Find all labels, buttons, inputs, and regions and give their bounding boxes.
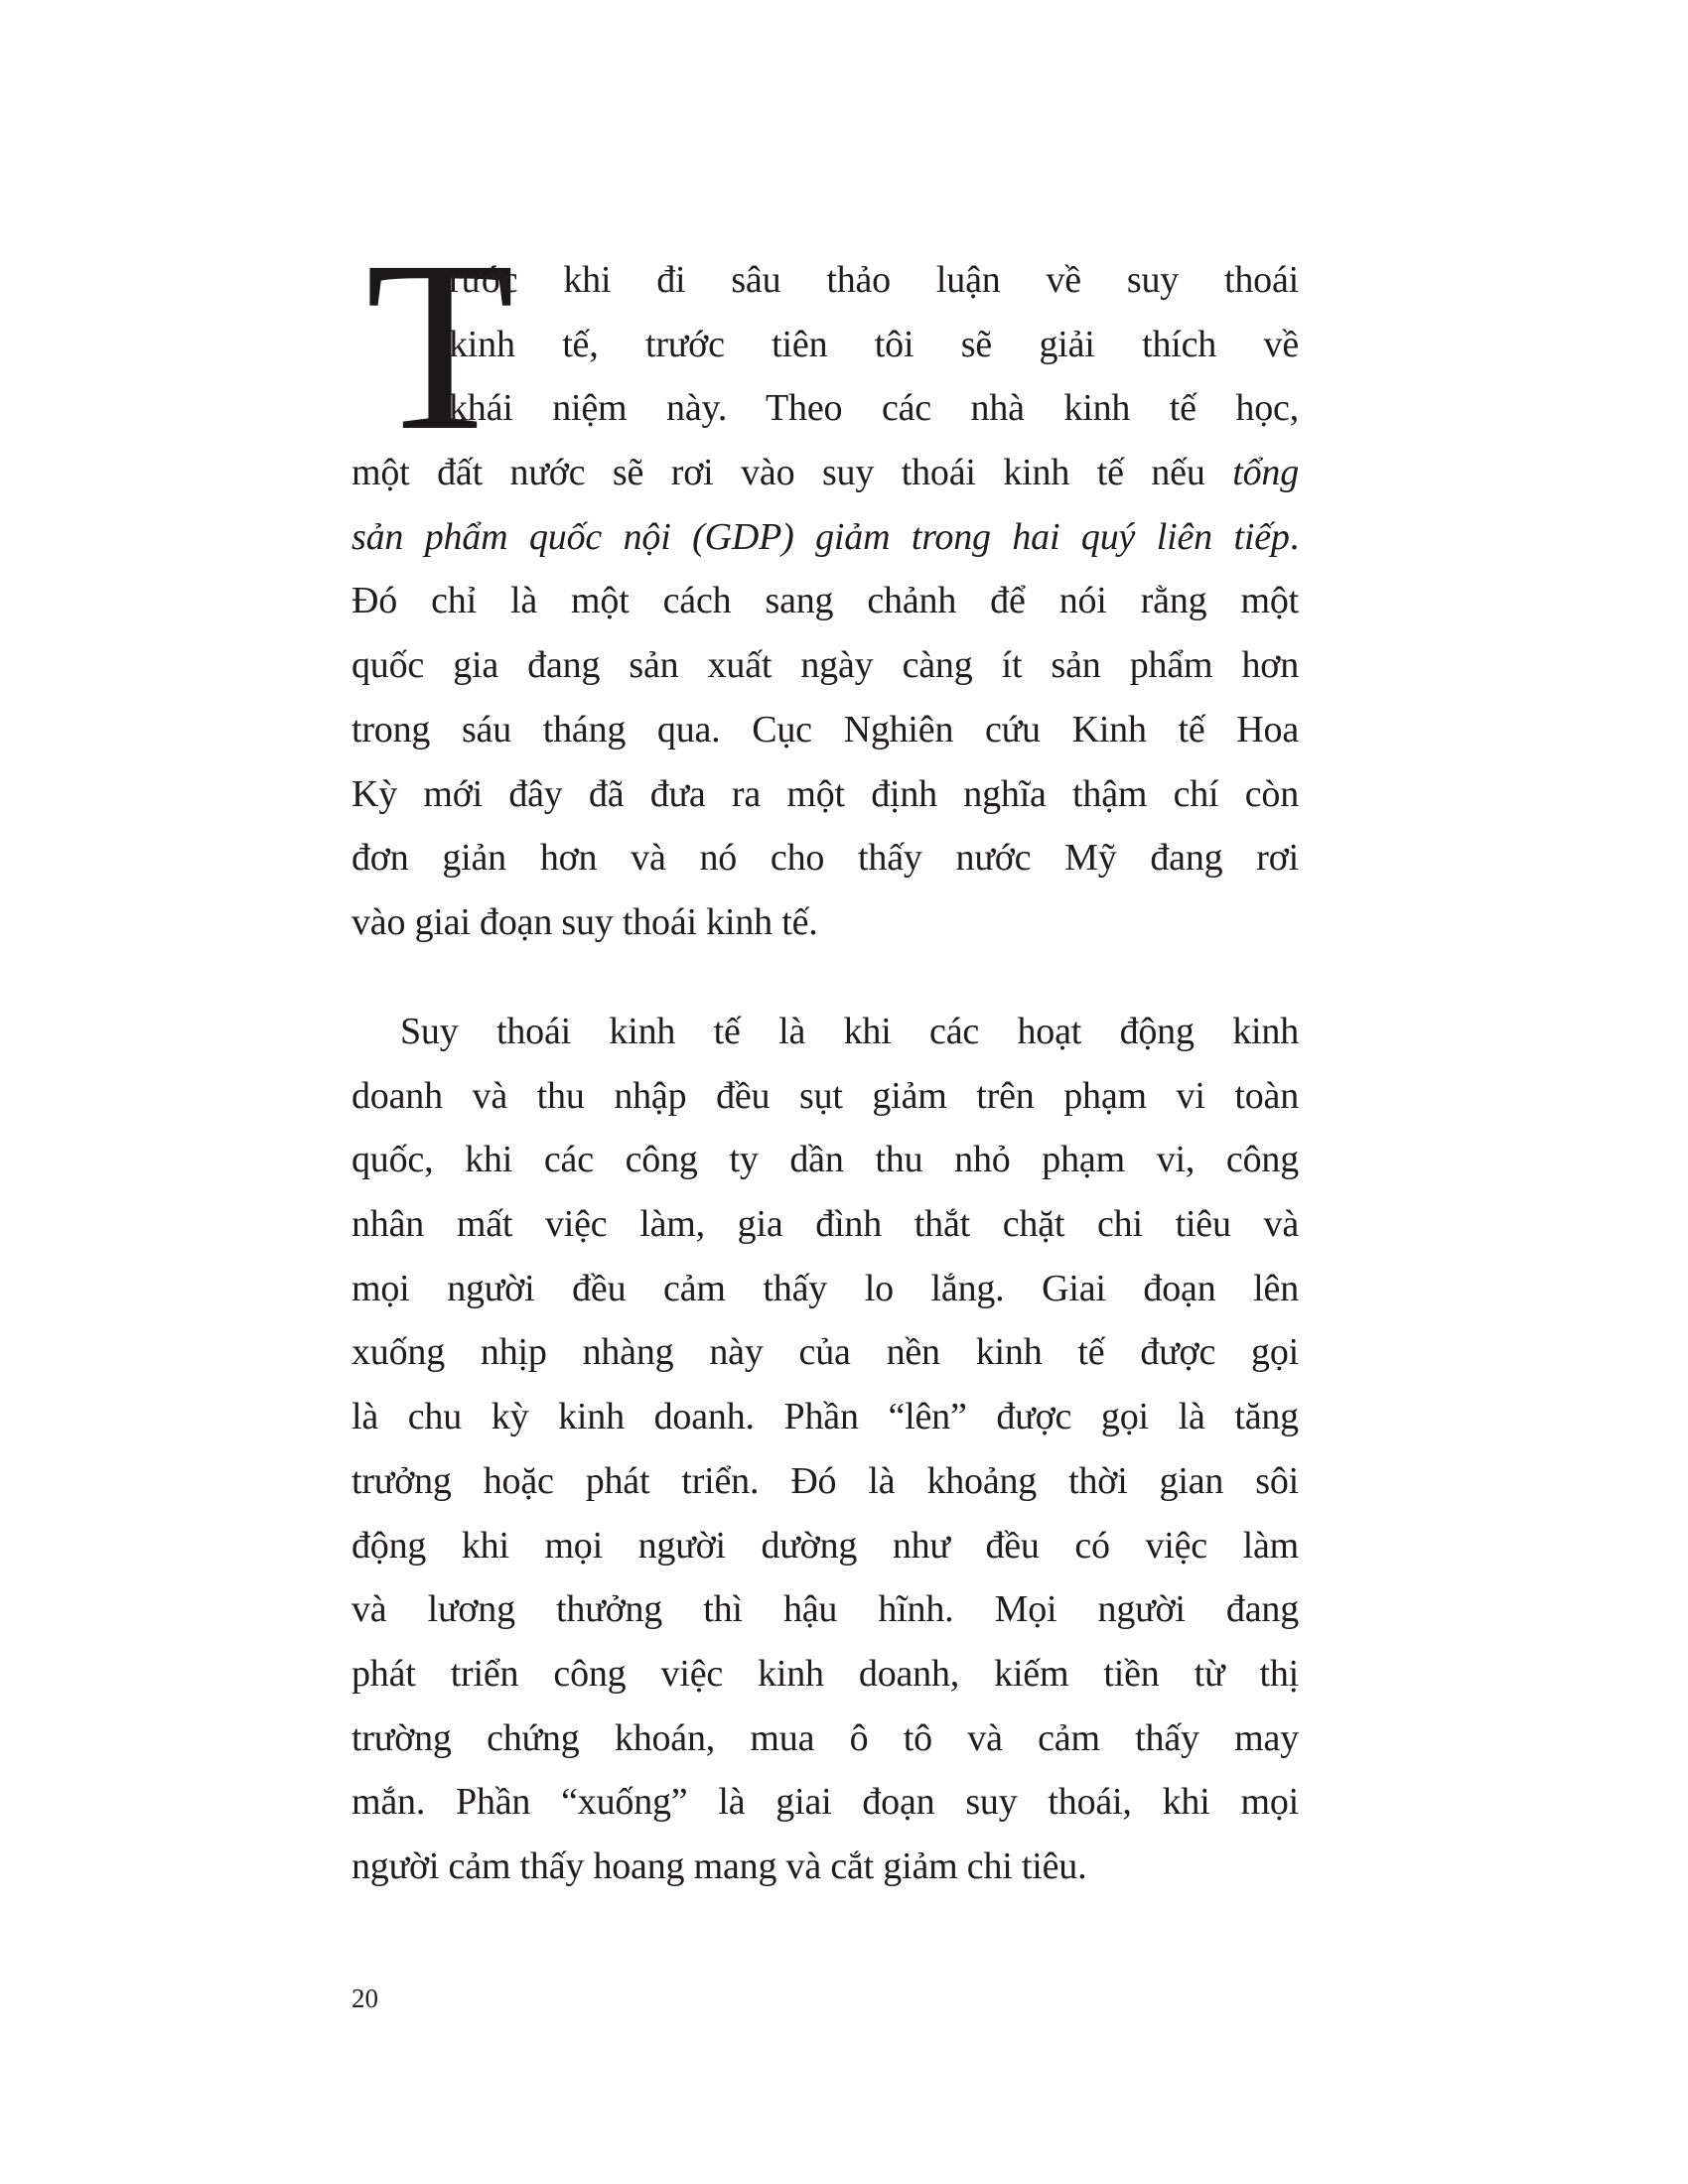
paragraph-2 (352, 1000, 1299, 1899)
page-number: 20 (352, 1983, 378, 2013)
text-line: Đó chỉ là một cách sang chảnh để nói rằng một (352, 580, 1299, 622)
text-line: nhân mất việc làm, gia đình thắt chặt chi tiêu và (352, 1203, 1299, 1246)
text-line: vào giai đoạn suy thoái kinh tế. (352, 900, 818, 943)
text-line (352, 441, 1299, 505)
text-line: là chu kỳ kinh doanh. Phần “lên” được gọi là tăng (352, 1396, 1299, 1438)
text-line: Kỳ mới đây đã đưa ra một định nghĩa thậm chí còn (352, 772, 1299, 815)
text-segment: một đất nước sẽ rơi vào suy thoái kinh tế nếu (352, 452, 1233, 494)
text-line: người cảm thấy hoang mang và cắt giảm chi tiêu. (352, 1844, 1087, 1887)
text-line: mọi người đều cảm thấy lo lắng. Giai đoạn lên (352, 1267, 1299, 1309)
text-line: trong sáu tháng qua. Cục Nghiên cứu Kinh tế Hoa (352, 708, 1299, 751)
text-line: doanh và thu nhập đều sụt giảm trên phạm vi toàn (352, 1074, 1299, 1117)
paragraph-1 (352, 248, 1299, 955)
text-line: khái niệm này. Theo các nhà kinh tế học, (449, 387, 1299, 430)
italic-definition: sản phẩm quốc nội (GDP) giảm trong hai quý liên tiếp (352, 515, 1290, 558)
text-line: đơn giản hơn và nó cho thấy nước Mỹ đang rơi (352, 837, 1299, 880)
text-line: trường chứng khoán, mua ô tô và cảm thấy may (352, 1716, 1299, 1759)
text-line: phát triển công việc kinh doanh, kiếm tiền từ thị (352, 1652, 1299, 1695)
text-line: trưởng hoặc phát triển. Đó là khoảng thời gian sôi (352, 1459, 1299, 1502)
text-line: xuống nhịp nhàng này của nền kinh tế được gọi (352, 1331, 1299, 1374)
drop-cap: T (365, 211, 515, 481)
text-line: kinh tế, trước tiên tôi sẽ giải thích về (449, 323, 1299, 365)
text-line: rước khi đi sâu thảo luận về suy thoái (449, 259, 1299, 301)
text-line: quốc gia đang sản xuất ngày càng ít sản phẩm hơn (352, 644, 1299, 687)
italic-term: tổng (1232, 452, 1299, 494)
text-line: và lương thưởng thì hậu hĩnh. Mọi người đang (352, 1588, 1299, 1631)
text-line: quốc, khi các công ty dần thu nhỏ phạm vi, công (352, 1139, 1299, 1181)
text-line: động khi mọi người dường như đều có việc làm (352, 1524, 1299, 1567)
text-line: Suy thoái kinh tế là khi các hoạt động kinh (400, 1011, 1299, 1052)
text-line (352, 505, 1299, 570)
text-line: mắn. Phần “xuống” là giai đoạn suy thoái, khi mọi (352, 1781, 1299, 1824)
text-segment: . (1289, 515, 1299, 558)
